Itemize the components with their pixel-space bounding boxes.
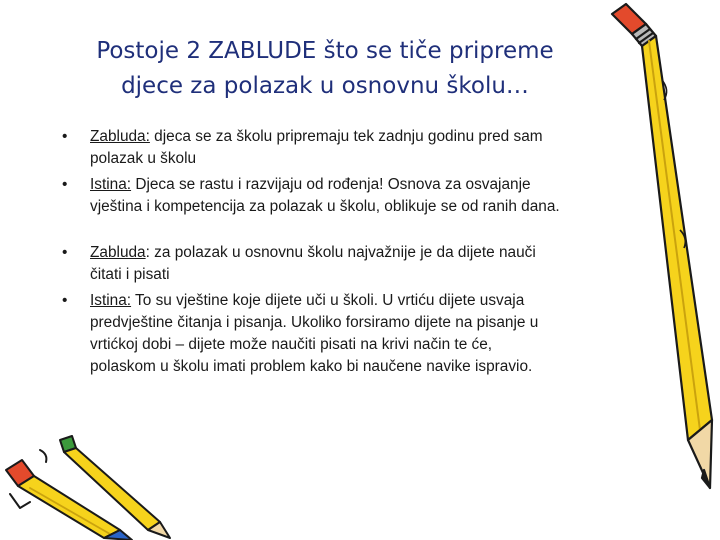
bullet-line <box>90 126 652 148</box>
bullet-marker: • <box>62 292 68 309</box>
pencil-icon <box>600 0 720 540</box>
bullet-line: vrtićkoj dobi – dijete može naučiti pisati na krivi način te će, <box>90 336 493 353</box>
bullet-line: polaskom u školu imati problem kako bi naučene navike ispravio. <box>90 358 533 375</box>
bullet-term: Istina: <box>90 292 132 309</box>
bullet-line: vještina i kompetencija za polazak u školu, oblikuje se od ranih dana. <box>90 198 560 215</box>
bullet-marker: • <box>62 244 68 261</box>
bullet-list <box>62 126 652 378</box>
bullet-text: To su vještine koje dijete uči u školi. U vrtiću dijete usvaja <box>131 292 525 309</box>
bullet-text: Djeca se rastu i razvijaju od rođenja! Osnova za osvajanje <box>131 176 531 193</box>
bullet-term: Zabluda <box>90 244 146 261</box>
title-line-1: Postoje 2 ZABLUDE što se tiče pripreme <box>96 38 554 64</box>
bullet-term: Istina: <box>90 176 132 193</box>
bullet-term: Zabluda: <box>90 128 150 145</box>
bullet-line: polazak u školu <box>90 150 197 167</box>
bullet-line <box>90 174 652 196</box>
bullet-item-misconception-1 <box>62 126 652 170</box>
bullet-item-misconception-2 <box>62 242 652 286</box>
bullet-line <box>90 242 652 264</box>
slide-title <box>40 34 610 104</box>
bullet-marker: • <box>62 176 68 193</box>
bullet-item-truth-1 <box>62 174 652 218</box>
crayons-icon <box>0 430 180 540</box>
bullet-line: čitati i pisati <box>90 266 170 283</box>
bullet-marker: • <box>62 128 68 145</box>
bullet-item-truth-2 <box>62 290 652 378</box>
bullet-text: : za polazak u osnovnu školu najvažnije je da dijete nauči <box>145 244 536 261</box>
bullet-text: djeca se za školu pripremaju tek zadnju godinu pred sam <box>149 128 543 145</box>
bullet-line: predvještine čitanja i pisanja. Ukoliko forsiramo dijete na pisanje u <box>90 314 539 331</box>
bullet-line <box>90 290 652 312</box>
title-line-2: djece za polazak u osnovnu školu… <box>121 73 529 99</box>
